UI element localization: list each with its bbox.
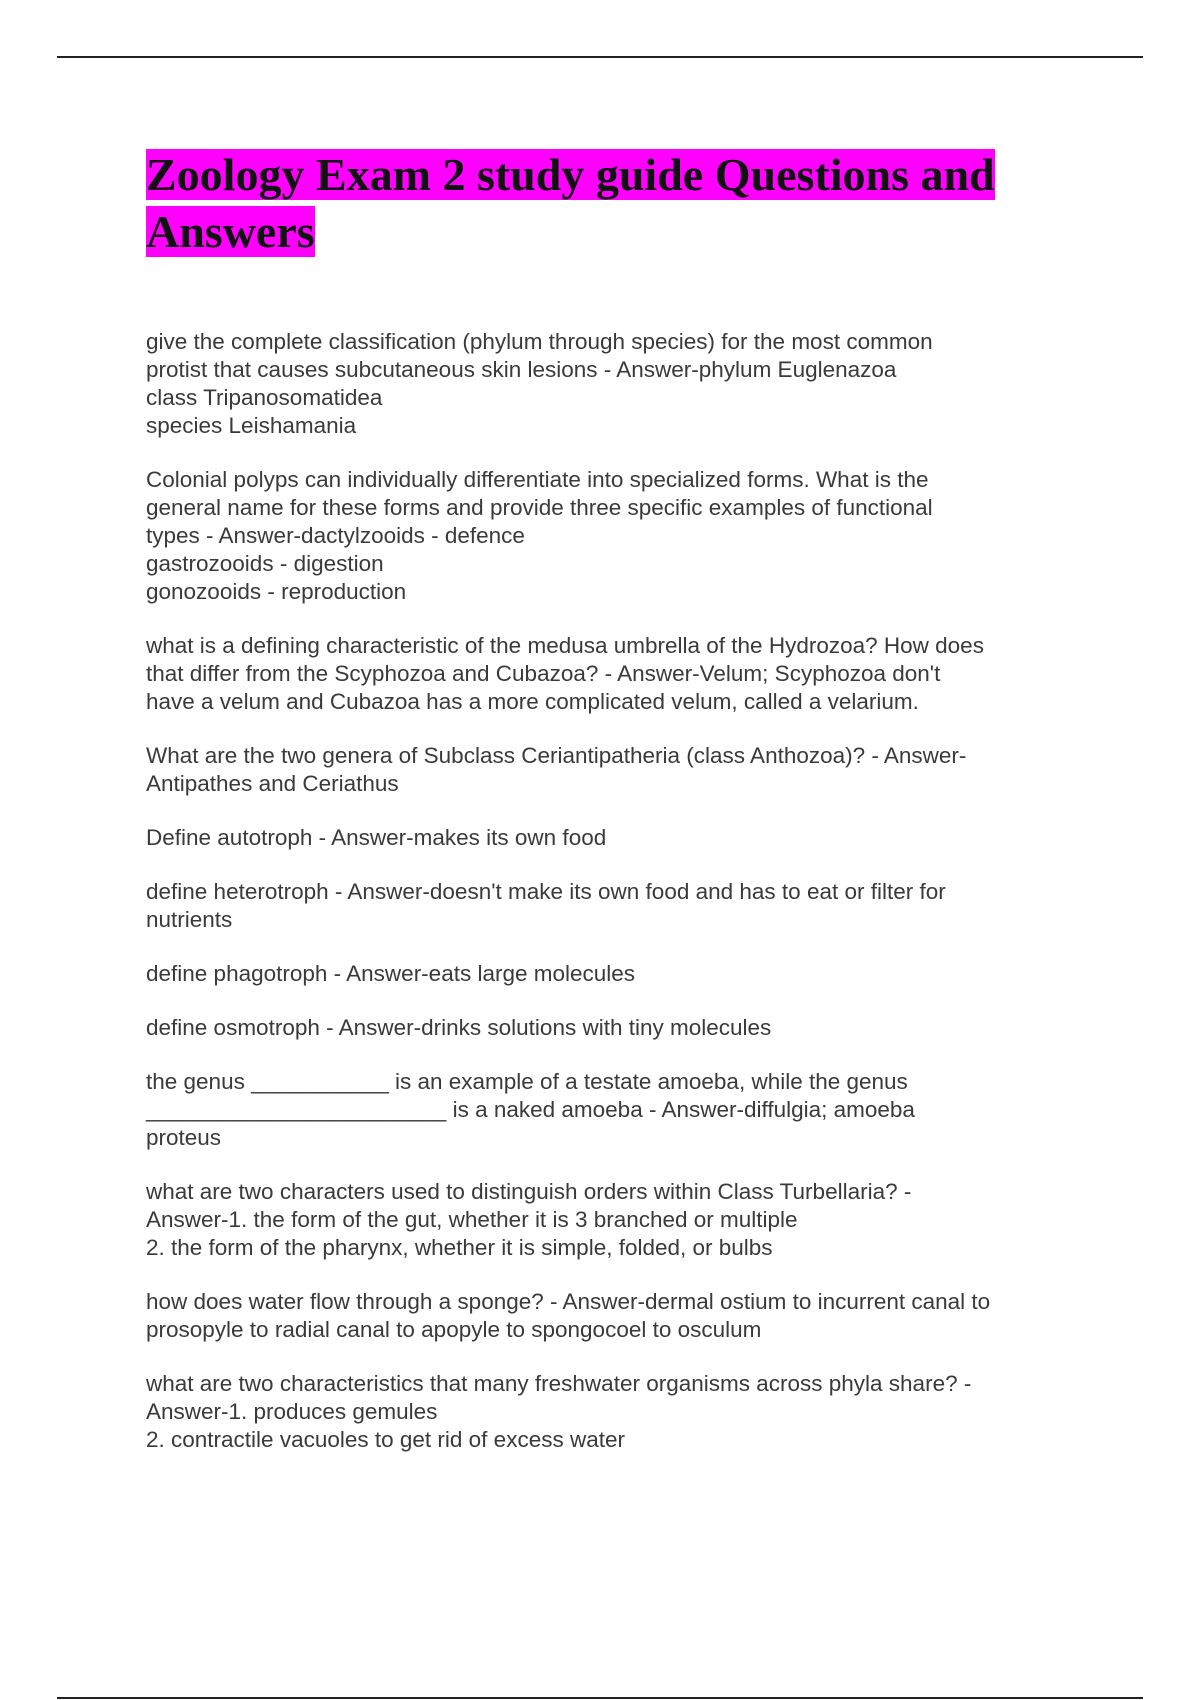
qa-item — [146, 878, 1066, 934]
qa-item — [146, 1370, 1066, 1454]
qa-text-line: define osmotroph - Answer-drinks solutions with tiny molecules — [146, 1015, 772, 1040]
qa-item — [146, 824, 1066, 852]
qa-item — [146, 742, 1066, 798]
qa-text-line: What are the two genera of Subclass Ceriantipatheria (class Anthozoa)? - Answer- — [146, 743, 967, 768]
qa-text-line: Answer-1. produces gemules — [146, 1399, 438, 1424]
title-line: Answers — [146, 206, 315, 257]
qa-text-line: the genus ___________ is an example of a testate amoeba, while the genus — [146, 1069, 908, 1094]
qa-item — [146, 1014, 1066, 1042]
qa-text-line: give the complete classification (phylum through species) for the most common — [146, 329, 933, 354]
qa-text-line: proteus — [146, 1125, 222, 1150]
page-title — [146, 146, 1046, 260]
qa-list — [146, 328, 1066, 1480]
top-divider — [57, 56, 1143, 58]
qa-text-line: have a velum and Cubazoa has a more complicated velum, called a velarium. — [146, 689, 919, 714]
qa-text-line: class Tripanosomatidea — [146, 385, 383, 410]
qa-text-line: prosopyle to radial canal to apopyle to spongocoel to osculum — [146, 1317, 762, 1342]
qa-text-line: gastrozooids - digestion — [146, 551, 384, 576]
qa-text-line: Define autotroph - Answer-makes its own food — [146, 825, 607, 850]
qa-text-line: Answer-1. the form of the gut, whether it is 3 branched or multiple — [146, 1207, 798, 1232]
qa-text-line: general name for these forms and provide three specific examples of functional — [146, 495, 933, 520]
qa-item — [146, 1068, 1066, 1152]
qa-text-line: what is a defining characteristic of the medusa umbrella of the Hydrozoa? How does — [146, 633, 984, 658]
title-line: Zoology Exam 2 study guide Questions and — [146, 149, 995, 200]
qa-text-line: types - Answer-dactylzooids - defence — [146, 523, 525, 548]
qa-text-line: define heterotroph - Answer-doesn't make its own food and has to eat or filter for — [146, 879, 946, 904]
document-title — [146, 146, 1046, 260]
qa-text-line: Colonial polyps can individually differentiate into specialized forms. What is the — [146, 467, 929, 492]
qa-item — [146, 328, 1066, 440]
qa-text-line: how does water flow through a sponge? - Answer-dermal ostium to incurrent canal to — [146, 1289, 991, 1314]
qa-text-line: what are two characteristics that many freshwater organisms across phyla share? - — [146, 1371, 972, 1396]
qa-text-line: protist that causes subcutaneous skin lesions - Answer-phylum Euglenazoa — [146, 357, 897, 382]
qa-text-line: 2. contractile vacuoles to get rid of excess water — [146, 1427, 625, 1452]
qa-text-line: that differ from the Scyphozoa and Cubazoa? - Answer-Velum; Scyphozoa don't — [146, 661, 941, 686]
qa-item — [146, 960, 1066, 988]
qa-text-line: define phagotroph - Answer-eats large molecules — [146, 961, 636, 986]
qa-item — [146, 632, 1066, 716]
qa-item — [146, 466, 1066, 606]
bottom-divider — [57, 1697, 1143, 1699]
qa-text-line: what are two characters used to distinguish orders within Class Turbellaria? - — [146, 1179, 912, 1204]
qa-text-line: Antipathes and Ceriathus — [146, 771, 399, 796]
qa-text-line: gonozooids - reproduction — [146, 579, 407, 604]
qa-item — [146, 1288, 1066, 1344]
qa-text-line: species Leishamania — [146, 413, 357, 438]
qa-text-line: nutrients — [146, 907, 233, 932]
qa-item — [146, 1178, 1066, 1262]
qa-text-line: 2. the form of the pharynx, whether it is simple, folded, or bulbs — [146, 1235, 773, 1260]
qa-text-line: ________________________ is a naked amoeba - Answer-diffulgia; amoeba — [146, 1097, 915, 1122]
